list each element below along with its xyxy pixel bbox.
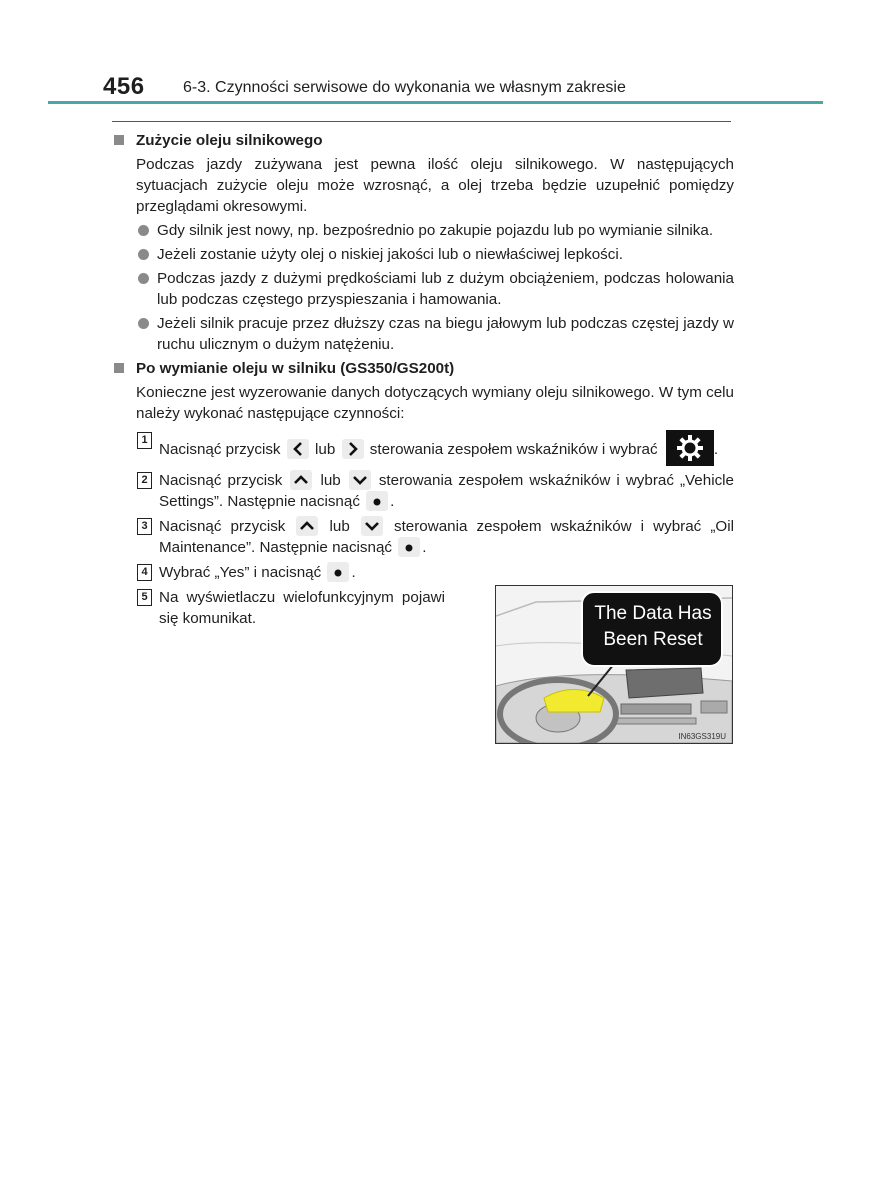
step-1 — [112, 430, 734, 466]
square-bullet-icon — [114, 135, 124, 145]
step-text: sterowania zespołem wskaźników i wybrać — [369, 441, 658, 458]
step-3 — [112, 516, 734, 558]
main-content — [112, 128, 734, 633]
step-4 — [112, 562, 734, 583]
chevron-down-icon — [361, 516, 383, 536]
round-bullet-icon — [138, 249, 149, 260]
step-text: . — [422, 539, 427, 556]
list-item — [112, 220, 734, 241]
step-text: . — [351, 564, 356, 581]
dashboard-illustration — [495, 585, 733, 744]
step-number: 3 — [137, 518, 152, 535]
round-bullet-icon — [138, 318, 149, 329]
list-item — [112, 244, 734, 265]
oil-consumption-intro: Podczas jazdy zużywana jest pewna ilość oleju silnikowego. W następujących sytuacjach zużycie oleju może wzrosnąć, a olej trzeba będzie uzupełnić pomiędzy przeglądami okresowymi. — [136, 156, 734, 215]
enter-dot-icon — [366, 491, 388, 511]
section-heading-text: Po wymianie oleju w silniku (GS350/GS200t) — [136, 360, 455, 377]
step-text: . — [390, 493, 395, 510]
section-heading-oil-change-reset — [112, 358, 734, 379]
chapter-title: 6-3. Czynności serwisowe do wykonania we własnym zakresie — [183, 79, 626, 96]
step-text: Nacisnąć przycisk — [159, 472, 283, 489]
list-item — [112, 313, 734, 355]
page-number: 456 — [103, 73, 145, 100]
step-text: sterowania zespołem wskaźników i wybrać „Vehicle Settings”. Następnie nacisnąć — [159, 472, 734, 510]
enter-dot-icon — [398, 537, 420, 557]
step-text: Na wyświetlaczu wielofunkcyjnym pojawi się komunikat. — [159, 589, 445, 627]
step-text: Nacisnąć przycisk — [159, 441, 281, 458]
bubble-line-1: The Data Has — [594, 603, 712, 624]
step-text: lub — [315, 441, 336, 458]
step-number: 2 — [137, 472, 152, 489]
bubble-message — [586, 601, 720, 653]
gear-icon — [666, 430, 714, 466]
illustration-code: IN63GS319U — [678, 732, 726, 741]
round-bullet-icon — [138, 273, 149, 284]
step-number: 1 — [137, 432, 152, 449]
step-text: lub — [329, 518, 350, 535]
list-item-text: Jeżeli silnik pracuje przez dłuższy czas na biegu jałowym lub podczas częstej jazdy w ruchu ulicznym o dużym natężeniu. — [157, 315, 734, 353]
list-item-text: Gdy silnik jest nowy, np. bezpośrednio po zakupie pojazdu lub po wymianie silnika. — [157, 222, 714, 239]
list-item-text: Podczas jazdy z dużymi prędkościami lub z dużym obciążeniem, podczas holowania lub podczas częstego przyspieszania i hamowania. — [157, 270, 734, 308]
round-bullet-icon — [138, 225, 149, 236]
enter-dot-icon — [327, 562, 349, 582]
chevron-right-icon — [342, 439, 364, 459]
chevron-left-icon — [287, 439, 309, 459]
step-number: 5 — [137, 589, 152, 606]
step-text: Wybrać „Yes” i nacisnąć — [159, 564, 322, 581]
section-heading-oil-consumption — [112, 130, 734, 151]
step-2 — [112, 470, 734, 512]
section-heading-text: Zużycie oleju silnikowego — [136, 132, 323, 149]
step-number: 4 — [137, 564, 152, 581]
square-bullet-icon — [114, 363, 124, 373]
bubble-line-2: Been Reset — [603, 629, 703, 650]
list-item-text: Jeżeli zostanie użyty olej o niskiej jakości lub o niewłaściwej lepkości. — [157, 246, 623, 263]
step-text: Nacisnąć przycisk — [159, 518, 286, 535]
chevron-up-icon — [290, 470, 312, 490]
section-divider — [112, 121, 731, 122]
step-text: lub — [320, 472, 341, 489]
header-divider — [48, 101, 823, 104]
step-5 — [112, 587, 445, 629]
chevron-up-icon — [296, 516, 318, 536]
oil-reset-intro: Konieczne jest wyzerowanie danych dotyczących wymiany oleju silnikowego. W tym celu należy wykonać następujące czynności: — [136, 384, 734, 422]
step-text: . — [713, 441, 719, 458]
list-item — [112, 268, 734, 310]
step-text: sterowania zespołem wskaźników i wybrać „Oil Maintenance”. Następnie nacisnąć — [159, 518, 734, 556]
chevron-down-icon — [349, 470, 371, 490]
